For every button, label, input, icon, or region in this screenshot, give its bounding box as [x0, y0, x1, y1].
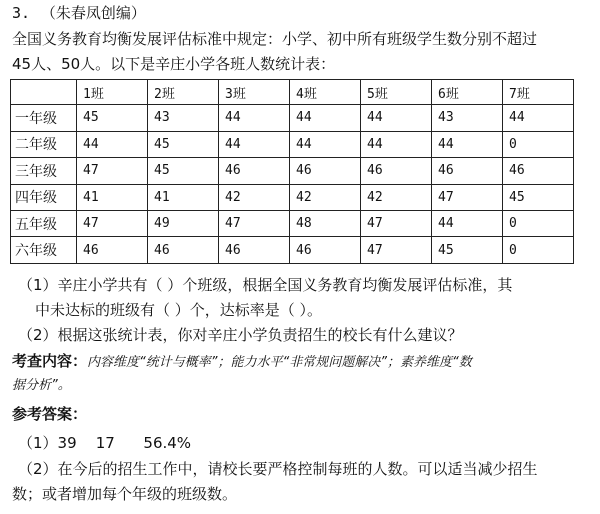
table-cell: 47: [361, 211, 432, 237]
assessment-line-1: [12, 351, 472, 373]
table-cell: 46: [77, 237, 148, 264]
grade-label: 一年级: [11, 105, 77, 131]
table-row: [11, 237, 574, 264]
question-2: （2）根据这张统计表，你对辛庄小学负责招生的校长有什么建议？: [18, 326, 463, 344]
table-cell: 0: [503, 131, 574, 157]
table-cell: 45: [148, 131, 219, 157]
table-cell: 44: [219, 131, 290, 157]
grade-label: 四年级: [11, 184, 77, 210]
grade-label: 六年级: [11, 237, 77, 264]
table-cell: 47: [432, 184, 503, 210]
problem-header: [12, 3, 146, 23]
question-1-line-2: 中未达标的班级有（ ）个，达标率是（ ）。: [35, 301, 323, 319]
table-cell: 42: [361, 184, 432, 210]
table-row: [11, 158, 574, 184]
assessment-text: 内容维度“统计与概率”；能力水平“非常规问题解决”；素养维度“数: [87, 355, 472, 370]
table-cell: 44: [361, 105, 432, 131]
answer-1: （1）39 17 56.4%: [18, 434, 192, 452]
table-cell: 44: [432, 211, 503, 237]
column-header: 1班: [77, 80, 148, 105]
table-cell: 44: [290, 131, 361, 157]
table-cell: 47: [77, 211, 148, 237]
table-cell: 45: [148, 158, 219, 184]
column-header: 4班: [290, 80, 361, 105]
table-cell: 46: [290, 158, 361, 184]
table-row: [11, 131, 574, 157]
question-1-line-1: （1）辛庄小学共有（ ）个班级，根据全国义务教育均衡发展评估标准，其: [18, 276, 513, 294]
table-cell: 0: [503, 237, 574, 264]
table-cell: 42: [219, 184, 290, 210]
problem-number: 3.: [12, 4, 31, 22]
grade-label: 五年级: [11, 211, 77, 237]
intro-line-1: 全国义务教育均衡发展评估标准中规定：小学、初中所有班级学生数分别不超过: [12, 30, 538, 48]
table-header-row: [11, 80, 574, 105]
table-cell: 41: [77, 184, 148, 210]
table-row: [11, 211, 574, 237]
table-cell: 41: [148, 184, 219, 210]
table-cell: 44: [432, 131, 503, 157]
table-cell: 0: [503, 211, 574, 237]
column-header: 6班: [432, 80, 503, 105]
grade-label: 三年级: [11, 158, 77, 184]
grade-label: 二年级: [11, 131, 77, 157]
table-corner-cell: [11, 80, 77, 105]
table-cell: 47: [77, 158, 148, 184]
table-cell: 46: [148, 237, 219, 264]
table-cell: 44: [290, 105, 361, 131]
table-cell: 45: [432, 237, 503, 264]
table-row: [11, 184, 574, 210]
table-cell: 45: [77, 105, 148, 131]
table-cell: 46: [503, 158, 574, 184]
table-cell: 44: [361, 131, 432, 157]
table-cell: 46: [290, 237, 361, 264]
answer-2-line-2: 数；或者增加每个年级的班级数。: [12, 485, 238, 503]
table-cell: 44: [503, 105, 574, 131]
column-header: 3班: [219, 80, 290, 105]
intro-line-2: 45人、50人。以下是辛庄小学各班人数统计表：: [12, 55, 336, 73]
table-cell: 46: [361, 158, 432, 184]
table-cell: 46: [432, 158, 503, 184]
table-cell: 46: [219, 158, 290, 184]
table-cell: 43: [432, 105, 503, 131]
column-header: 2班: [148, 80, 219, 105]
table-cell: 45: [503, 184, 574, 210]
table-cell: 46: [219, 237, 290, 264]
table-cell: 47: [361, 237, 432, 264]
table-row: [11, 105, 574, 131]
class-size-table: [10, 79, 574, 264]
column-header: 7班: [503, 80, 574, 105]
table-cell: 48: [290, 211, 361, 237]
table-cell: 44: [219, 105, 290, 131]
assessment-label: 考查内容：: [12, 352, 88, 370]
table-cell: 49: [148, 211, 219, 237]
table-cell: 47: [219, 211, 290, 237]
table-cell: 43: [148, 105, 219, 131]
problem-author: （朱春凤创编）: [40, 4, 146, 22]
answer-label: 参考答案：: [12, 405, 88, 423]
assessment-line-2: 据分析”。: [12, 378, 71, 393]
column-header: 5班: [361, 80, 432, 105]
table-cell: 42: [290, 184, 361, 210]
table-cell: 44: [77, 131, 148, 157]
answer-2-line-1: （2）在今后的招生工作中，请校长要严格控制每班的人数。可以适当减少招生: [18, 460, 538, 478]
